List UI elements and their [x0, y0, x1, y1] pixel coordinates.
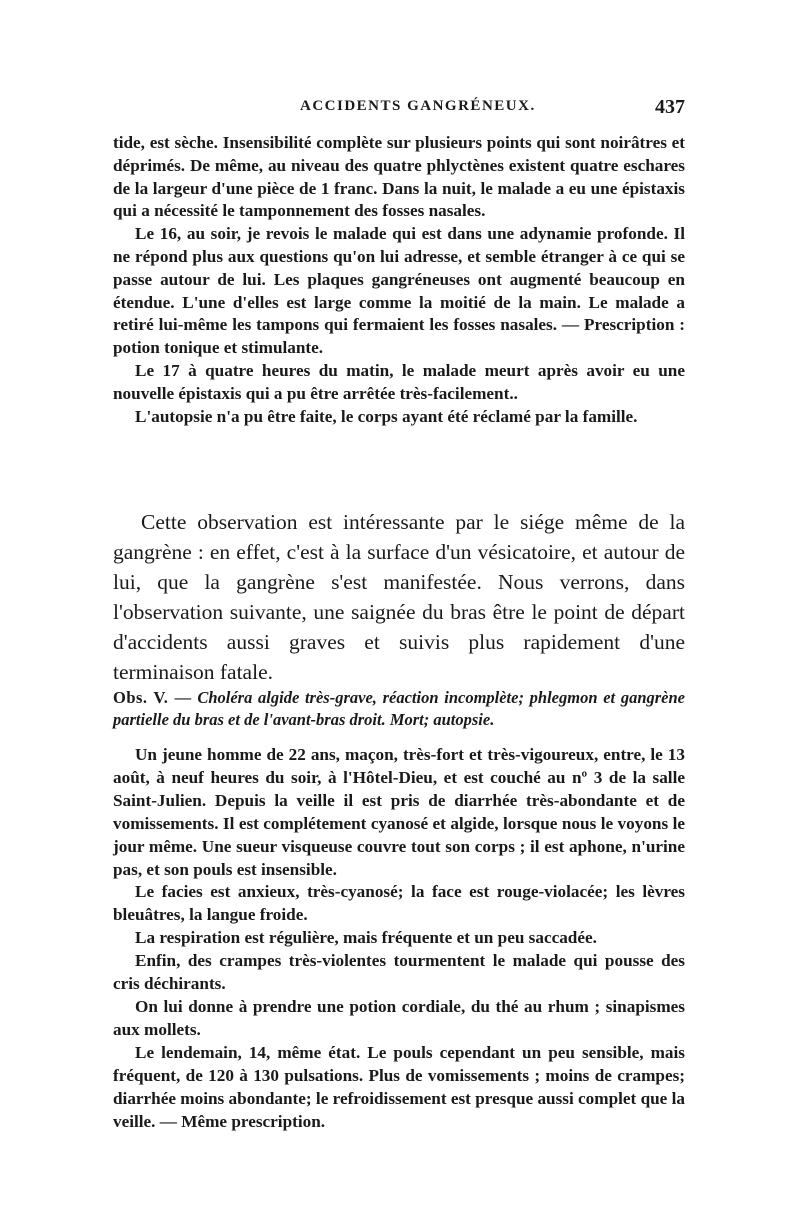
page-header	[115, 96, 685, 124]
paragraph: On lui donne à prendre une potion cordiale, du thé au rhum ; sinapismes aux mollets.	[113, 996, 685, 1039]
paragraph: Le 17 à quatre heures du matin, le malade meurt après avoir eu une nouvelle épistaxis qui a pu être arrêtée très-facilement..	[113, 360, 685, 403]
paragraph: La respiration est régulière, mais fréquente et un peu saccadée.	[135, 928, 597, 948]
commentary-paragraph: Cette observation est intéressante par le siége même de la gangrène : en effet, c'est à la surface d'un vésicatoire, et autour de lui, que la gangrène s'est manifestée. Nous verrons, dans l'observation suivante, une saignée du bras être le point de départ d'accidents aussi graves et suivis plus rapidement d'une terminaison fatale.	[113, 510, 685, 684]
paragraph: Enfin, des crampes très-violentes tourmentent le malade qui pousse des cris déchirants.	[113, 951, 685, 994]
running-title: ACCIDENTS GANGRÉNEUX.	[300, 98, 536, 114]
commentary-text	[113, 507, 685, 687]
paragraph: Le facies est anxieux, très-cyanosé; la face est rouge-violacée; les lèvres bleuâtres, la langue froide.	[113, 882, 685, 925]
observation-heading	[113, 687, 685, 731]
page-number: 437	[655, 96, 685, 118]
paragraph: Le 16, au soir, je revois le malade qui est dans une adynamie profonde. Il ne répond plus aux questions qu'on lui adresse, et semble étranger à ce qui se passe autour de lui. Les plaques gangréneuses ont augmenté beaucoup en étendue. L'une d'elles est large comme la moitié de la main. Le malade a retiré lui-même les tampons qui fermaient les fosses nasales. — Prescription : potion tonique et stimulante.	[113, 224, 685, 358]
observation-heading-line	[113, 687, 685, 731]
paragraph: Le lendemain, 14, même état. Le pouls cependant un peu sensible, mais fréquent, de 120 à 130 pulsations. Plus de vomissements ; moins de crampes; diarrhée moins abondante; le refroidissement est presque aussi complet que la veille. — Même prescription.	[113, 1042, 685, 1131]
paragraph: Un jeune homme de 22 ans, maçon, très-fort et très-vigoureux, entre, le 13 août, à neuf heures du soir, à l'Hôtel-Dieu, et est couché au nº 3 de la salle Saint-Julien. Depuis la veille il est pris de diarrhée très-abondante et de vomissements. Il est complétement cyanosé et algide, lorsque nous le voyons le jour même. Une sueur visqueuse couvre tout son corps ; il est aphone, n'urine pas, et son pouls est insensible.	[113, 745, 685, 879]
case-continuation-text	[113, 132, 685, 428]
paragraph: tide, est sèche. Insensibilité complète sur plusieurs points qui sont noirâtres et déprimés. De même, au niveau des quatre phlyctènes existent quatre eschares de la largeur d'une pièce de 1 franc. Dans la nuit, le malade a eu une épistaxis qui a nécessité le tamponnement des fosses nasales.	[113, 133, 685, 221]
paragraph: L'autopsie n'a pu être faite, le corps ayant été réclamé par la famille.	[135, 406, 638, 426]
observation-body-text	[113, 744, 685, 1133]
observation-label: Obs. V. —	[113, 688, 192, 707]
observation-subject: Choléra algide très-grave, réaction incomplète; phlegmon et gangrène partielle du bras et de l'avant-bras droit. Mort; autopsie.	[113, 688, 686, 729]
